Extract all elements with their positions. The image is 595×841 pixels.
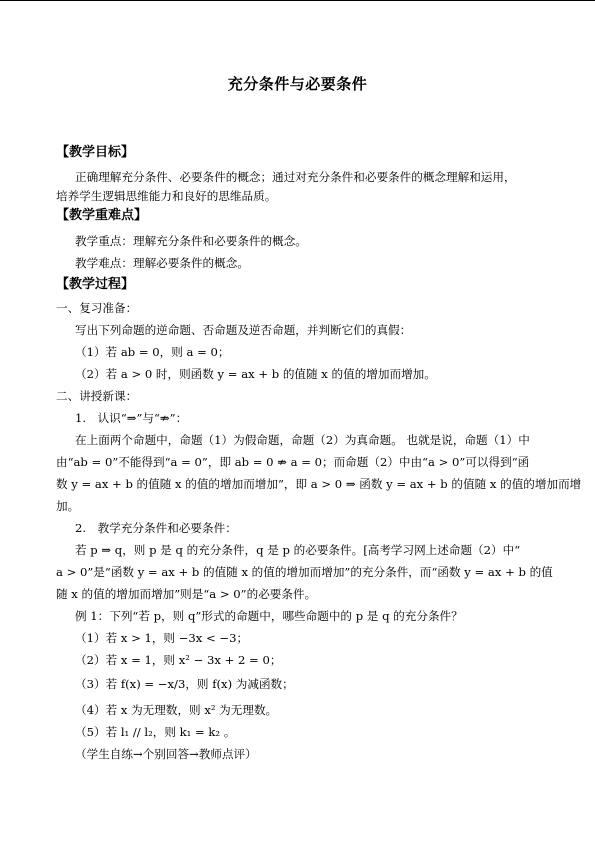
difficult-point-text: 教学难点：理解必要条件的概念。: [75, 256, 249, 270]
section-heading-objectives: 【教学目标】: [56, 145, 135, 160]
objective-text-line-1: 正确理解充分条件、必要条件的概念；通过对充分条件和必要条件的概念理解和运用，: [75, 170, 516, 184]
key-point-text: 教学重点：理解充分条件和必要条件的概念。: [75, 234, 307, 248]
review-item-1: （1）若 ab = 0，则 a = 0；: [75, 345, 230, 359]
section-heading-key-points: 【教学重难点】: [56, 208, 148, 223]
review-item-2: （2）若 a > 0 时，则函数 y = ax + b 的值随 x 的值的增加而增加。: [75, 367, 436, 381]
paragraph-1-line-3: 数 y = ax + b 的值随 x 的值的增加而增加”，即 a > 0 ⇒ 函数 y = ax + b 的值随 x 的值的增加而增: [56, 477, 582, 491]
example-item-4: （4）若 x 为无理数，则 x² 为无理数。: [75, 703, 278, 717]
review-heading: 一、复习准备：: [56, 301, 138, 315]
paragraph-1-line-2: 由“ab = 0”不能得到“a = 0”，即 ab = 0 ⇏ a = 0；而命题（2）中由“a > 0”可以得到“函: [56, 455, 530, 469]
section-heading-process: 【教学过程】: [56, 277, 135, 292]
example-item-3: （3）若 f(x) = −x/3，则 f(x) 为减函数；: [75, 677, 294, 691]
subsection-1-heading: 1. 认识“⇒”与“⇏”：: [75, 411, 188, 425]
paragraph-1-line-1: 在上面两个命题中，命题（1）为假命题，命题（2）为真命题。 也就是说，命题（1）中: [75, 433, 530, 447]
page-top-rule: [0, 0, 595, 1]
paragraph-1-line-4: 加。: [56, 499, 80, 513]
paragraph-2-line-2: a > 0”是“函数 y = ax + b 的值随 x 的值的增加而增加”的充分条件，而“函数 y = ax + b 的值: [56, 565, 553, 579]
example-item-5: （5）若 l₁ // l₂，则 k₁ = k₂ 。: [75, 725, 236, 739]
new-lesson-heading: 二、讲授新课：: [56, 389, 138, 403]
example-1-question: 例 1：下列“若 p，则 q”形式的命题中，哪些命题中的 p 是 q 的充分条件？: [75, 609, 463, 623]
page-title: 充分条件与必要条件: [227, 75, 368, 93]
paragraph-2-line-1: 若 p ⇒ q，则 p 是 q 的充分条件，q 是 p 的必要条件。[高考学习网上述命题（2）中“: [75, 543, 521, 557]
paragraph-2-line-3: 随 x 的值的增加而增加”则是“a > 0”的必要条件。: [56, 587, 317, 601]
objective-text-line-2: 培养学生逻辑思维能力和良好的思维品质。: [56, 189, 277, 203]
example-item-1: （1）若 x > 1，则 −3x < −3；: [75, 631, 249, 645]
subsection-2-heading: 2. 教学充分条件和必要条件：: [75, 521, 237, 535]
example-item-2: （2）若 x = 1，则 x² − 3x + 2 = 0；: [75, 653, 282, 667]
example-note: （学生自练→个别回答→教师点评）: [75, 747, 257, 761]
review-instruction: 写出下列命题的逆命题、否命题及逆否命题，并判断它们的真假：: [75, 323, 412, 337]
